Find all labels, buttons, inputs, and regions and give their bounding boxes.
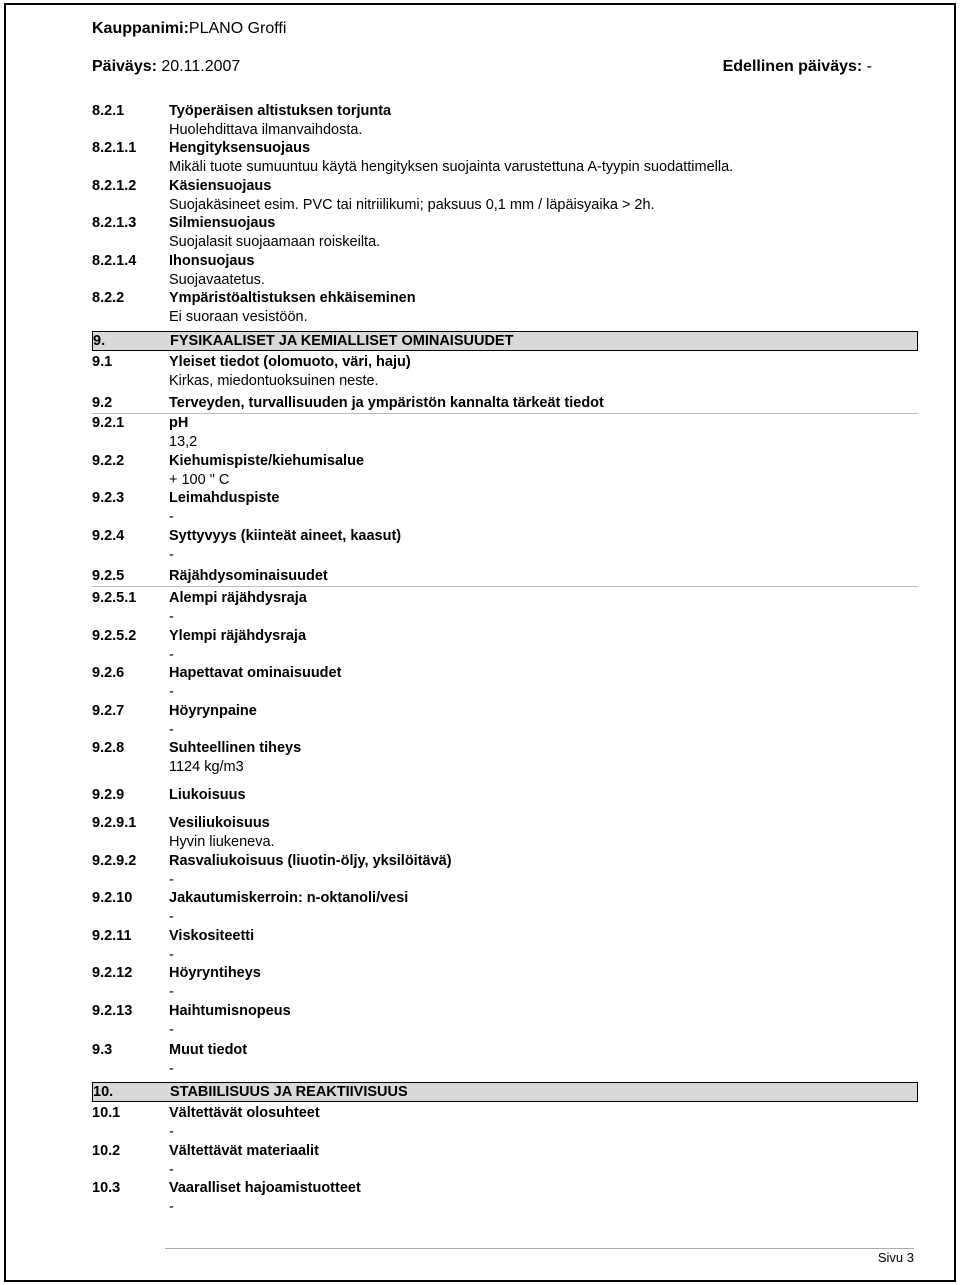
section-number: 9.2.8: [92, 740, 125, 756]
section-title: Hapettavat ominaisuudet: [169, 665, 342, 681]
section-value: -: [169, 872, 174, 888]
section-heading: [92, 1041, 918, 1060]
section-title: Käsiensuojaus: [169, 178, 272, 194]
section-text: [92, 158, 918, 177]
section-value: Huolehdittava ilmanvaihdosta.: [169, 122, 363, 138]
section-title: Muut tiedot: [169, 1042, 248, 1058]
section-number: 9.2.5.1: [92, 590, 137, 606]
section-number: 9.2.6: [92, 665, 125, 681]
section-value: 13,2: [169, 434, 198, 450]
previous-date-value: -: [866, 58, 872, 75]
section-text: [92, 908, 918, 927]
section-heading: [92, 452, 918, 471]
section-text: [92, 508, 918, 527]
section-title: Alempi räjähdysraja: [169, 590, 307, 606]
section-title: Haihtumisnopeus: [169, 1003, 291, 1019]
section-heading: [92, 1104, 918, 1123]
section-title: Kiehumispiste/kiehumisalue: [169, 453, 365, 469]
section-title: Jakautumiskerroin: n-oktanoli/vesi: [169, 890, 409, 906]
section-number: 9.2.5.2: [92, 628, 137, 644]
section-text: [92, 1198, 918, 1217]
section-value: -: [169, 947, 174, 963]
section-text: [92, 433, 918, 452]
section-heading: [92, 102, 918, 121]
section-title: Suhteellinen tiheys: [169, 740, 302, 756]
section-text: [92, 721, 918, 740]
section-number: 10.3: [92, 1180, 121, 1196]
section-text: [92, 372, 918, 391]
section-value: + 100 " C: [169, 472, 230, 488]
section-value: Hyvin liukeneva.: [169, 834, 275, 850]
section-number: 8.2.1.2: [92, 178, 137, 194]
section-value: Suojavaatetus.: [169, 272, 265, 288]
previous-date-label: Edellinen päiväys:: [722, 58, 863, 75]
section-text: [92, 1021, 918, 1040]
section-number: 9.2.3: [92, 490, 125, 506]
section-text: [92, 271, 918, 290]
section-heading: [92, 664, 918, 683]
section-text: [92, 608, 918, 627]
section-value: -: [169, 1199, 174, 1215]
section-number: 9.1: [92, 354, 113, 370]
section-number: 10.2: [92, 1143, 121, 1159]
section-number: 8.2.1: [92, 103, 125, 119]
section-heading: [92, 252, 918, 271]
page-number: Sivu 3: [877, 1250, 914, 1265]
section-title: pH: [169, 415, 189, 431]
section-number: 9.2.9.2: [92, 853, 137, 869]
section-text: [92, 546, 918, 565]
section-title: Vältettävät olosuhteet: [169, 1105, 320, 1121]
previous-date: [723, 58, 872, 76]
section-value: -: [169, 1022, 174, 1038]
section-heading: [92, 527, 918, 546]
section-text: [92, 683, 918, 702]
section-number: 8.2.1.1: [92, 140, 137, 156]
company-value: PLANO Groffi: [188, 20, 287, 37]
section-number: 9.2.11: [92, 928, 132, 944]
section-value: -: [169, 547, 174, 563]
section-heading: [92, 1002, 918, 1021]
section-heading: [92, 489, 918, 508]
section-title: Leimahduspiste: [169, 490, 280, 506]
section-title: Yleiset tiedot (olomuoto, väri, haju): [169, 354, 411, 370]
section-heading: [92, 702, 918, 721]
section-number: 8.2.1.4: [92, 253, 137, 269]
date: [92, 58, 240, 76]
section-value: -: [169, 984, 174, 1000]
section-heading: [92, 289, 918, 308]
section-number: 9.2.5: [92, 568, 125, 584]
section-number: 9.2.1: [92, 415, 125, 431]
section-title: Vältettävät materiaalit: [169, 1143, 319, 1159]
section-number: 10.: [93, 1084, 114, 1100]
section-number: 9.2.9: [92, 787, 125, 803]
section-value: -: [169, 684, 174, 700]
section-title: Syttyvyys (kiinteät aineet, kaasut): [169, 528, 402, 544]
section-value: -: [169, 1162, 174, 1178]
section-heading: [92, 927, 918, 946]
section-title: Vaaralliset hajoamistuotteet: [169, 1180, 361, 1196]
section-number: 10.1: [92, 1105, 121, 1121]
section-text: [92, 196, 918, 215]
section-title: Rasvaliukoisuus (liuotin-öljy, yksilöitävä): [169, 853, 452, 869]
section-value: -: [169, 722, 174, 738]
section-text: [92, 308, 918, 327]
section-value: Suojakäsineet esim. PVC tai nitriilikumi; paksuus 0,1 mm / läpäisyaika > 2h.: [169, 197, 655, 213]
company-name: [92, 20, 286, 38]
section-text: [92, 758, 918, 777]
section-title: STABIILISUUS JA REAKTIIVISUUS: [170, 1084, 408, 1100]
section-value: -: [169, 1061, 174, 1077]
section-title: Viskositeetti: [169, 928, 255, 944]
section-heading: [92, 353, 918, 372]
section-heading: [92, 214, 918, 233]
section-title: Ihonsuojaus: [169, 253, 255, 269]
section-text: [92, 471, 918, 490]
section-heading: [92, 786, 918, 805]
section-text: [92, 983, 918, 1002]
section-heading: [92, 814, 918, 833]
section-text: [92, 1123, 918, 1142]
section-heading: [92, 964, 918, 983]
section-value: -: [169, 509, 174, 525]
section-text: [92, 1060, 918, 1079]
section-heading: [92, 889, 918, 908]
section-title: Silmiensuojaus: [169, 215, 276, 231]
footer-divider: [165, 1248, 914, 1249]
section-heading: [92, 394, 918, 414]
section-number: 9.: [93, 333, 106, 349]
section-number: 8.2.1.3: [92, 215, 137, 231]
date-label: Päiväys:: [92, 58, 157, 75]
section-value: Kirkas, miedontuoksuinen neste.: [169, 373, 379, 389]
section-title: FYSIKAALISET JA KEMIALLISET OMINAISUUDET: [170, 333, 514, 349]
section-number: 9.2.13: [92, 1003, 133, 1019]
section-heading: [92, 177, 918, 196]
section-heading: [92, 414, 918, 433]
section-heading: [92, 139, 918, 158]
section-number: 9.2.4: [92, 528, 125, 544]
section-title: Hengityksensuojaus: [169, 140, 311, 156]
section-heading: [92, 331, 918, 351]
section-text: [92, 946, 918, 965]
section-value: -: [169, 1124, 174, 1140]
section-title: Höyrynpaine: [169, 703, 257, 719]
section-title: Ylempi räjähdysraja: [169, 628, 307, 644]
section-text: [92, 121, 918, 140]
section-value: Ei suoraan vesistöön.: [169, 309, 308, 325]
section-title: Liukoisuus: [169, 787, 246, 803]
section-value: -: [169, 609, 174, 625]
section-value: 1124 kg/m3: [169, 759, 244, 775]
date-value: 20.11.2007: [161, 58, 241, 75]
section-heading: [92, 852, 918, 871]
section-title: Vesiliukoisuus: [169, 815, 270, 831]
section-heading: [92, 739, 918, 758]
company-label: Kauppanimi:: [92, 20, 189, 37]
section-title: Työperäisen altistuksen torjunta: [169, 103, 392, 119]
section-number: 9.2.7: [92, 703, 125, 719]
section-title: Terveyden, turvallisuuden ja ympäristön kannalta tärkeät tiedot: [169, 395, 604, 411]
section-heading: [92, 589, 918, 608]
section-heading: [92, 1082, 918, 1102]
section-number: 9.2: [92, 395, 113, 411]
section-heading: [92, 567, 918, 587]
section-heading: [92, 627, 918, 646]
section-number: 9.2.12: [92, 965, 133, 981]
section-heading: [92, 1142, 918, 1161]
section-value: Mikäli tuote sumuuntuu käytä hengityksen suojainta varustettuna A-tyypin suodattimella.: [169, 159, 734, 175]
section-title: Räjähdysominaisuudet: [169, 568, 328, 584]
section-text: [92, 833, 918, 852]
section-title: Ympäristöaltistuksen ehkäiseminen: [169, 290, 416, 306]
section-text: [92, 233, 918, 252]
section-number: 8.2.2: [92, 290, 125, 306]
section-heading: [92, 1179, 918, 1198]
section-number: 9.3: [92, 1042, 113, 1058]
section-value: -: [169, 647, 174, 663]
section-value: -: [169, 909, 174, 925]
section-title: Höyryntiheys: [169, 965, 261, 981]
section-number: 9.2.10: [92, 890, 133, 906]
section-text: [92, 646, 918, 665]
section-value: Suojalasit suojaamaan roiskeilta.: [169, 234, 381, 250]
section-number: 9.2.9.1: [92, 815, 137, 831]
section-number: 9.2.2: [92, 453, 125, 469]
section-text: [92, 871, 918, 890]
section-text: [92, 1161, 918, 1180]
